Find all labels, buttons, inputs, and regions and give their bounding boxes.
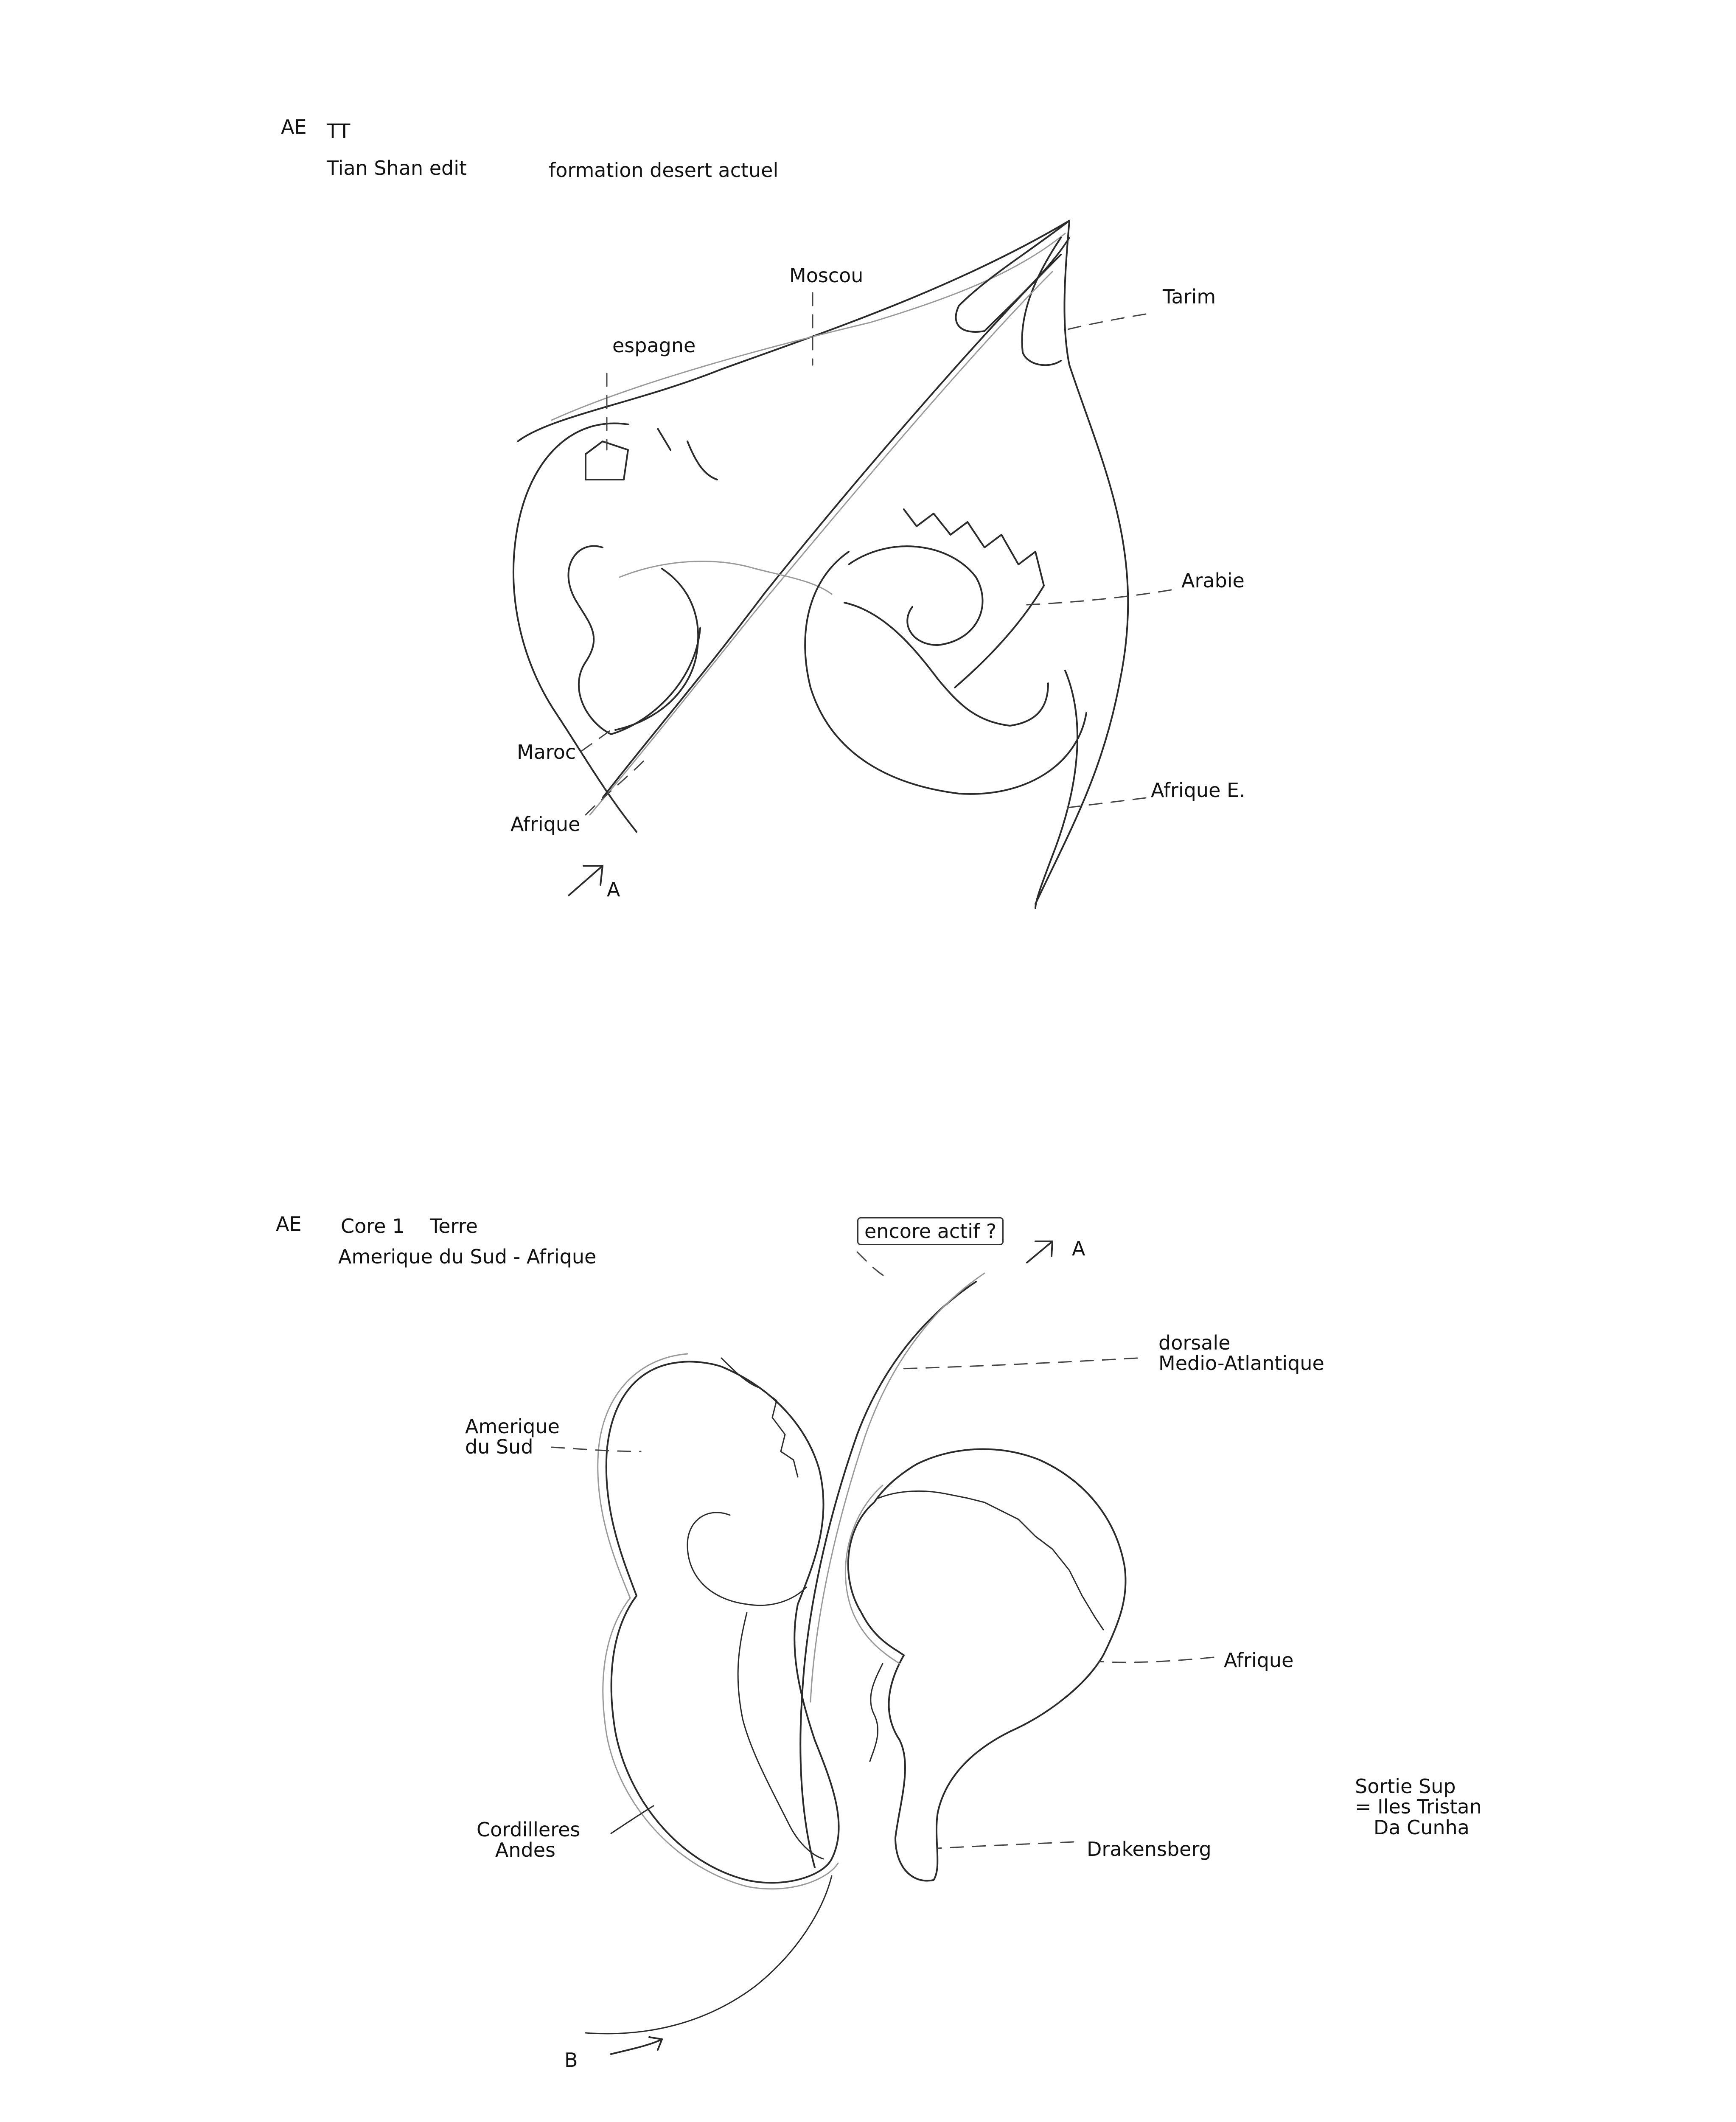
mid-atlantic-ridge [800,1282,976,1867]
leader-afrique-2 [1099,1657,1214,1662]
arrow-b [611,2037,662,2054]
leader-cordilleres [611,1806,653,1833]
label-drakensberg: Drakensberg [1087,1838,1212,1861]
sketch1-title: Tian Shan edit [327,157,467,180]
leader-amerique-du-sud [552,1447,641,1451]
label-tarim: Tarim [1163,285,1216,308]
sketch1-subtitle: formation desert actuel [549,159,779,182]
label-amerique-du-sud: Amerique du Sud [465,1415,560,1459]
andes-ridge [738,1613,823,1859]
label-encore-actif: encore actif ? [857,1217,1004,1245]
label-maroc: Maroc [517,741,576,763]
leader-drakensberg [938,1842,1074,1848]
sketch2-code: AE [276,1213,302,1235]
label-espagne: espagne [612,334,696,357]
label-afrique-2: Afrique [1224,1649,1294,1672]
label-a-sketch2: A [1072,1237,1085,1260]
south-america-outline-2 [598,1354,838,1889]
sketch1-ref: TT [327,120,351,143]
africa-outline [848,1449,1126,1881]
sketch2-ref2: Terre [430,1215,478,1238]
label-dorsale: dorsale Medio-Atlantique [1158,1331,1324,1375]
label-cordilleres-andes: Cordilleres Andes [477,1818,581,1862]
label-moscou: Moscou [789,264,864,287]
arrow-a-2 [1027,1241,1052,1263]
curve-to-b [586,1876,832,2034]
sketch1-code: AE [281,115,307,138]
label-afrique: Afrique [510,813,581,836]
label-arabie: Arabie [1181,569,1245,592]
ridge-faint [811,1273,984,1702]
label-b: B [564,2049,578,2071]
leader-dorsale [900,1358,1137,1369]
label-afrique-e: Afrique E. [1151,779,1245,802]
label-a-sketch1: A [607,878,620,901]
africa-coast [878,1491,1103,1630]
africa-outline-2 [845,1485,900,1664]
leader-encore-actif [857,1252,887,1277]
south-america-coast [721,1358,798,1477]
africa-west-bulge [870,1664,883,1761]
label-sortie-sup: Sortie Sup = Iles Tristan Da Cunha [1355,1775,1482,1839]
sketch2-title: Amerique du Sud - Afrique [338,1245,597,1268]
sketch2-ref: Core 1 [341,1215,405,1238]
south-america-spiral [687,1513,806,1606]
